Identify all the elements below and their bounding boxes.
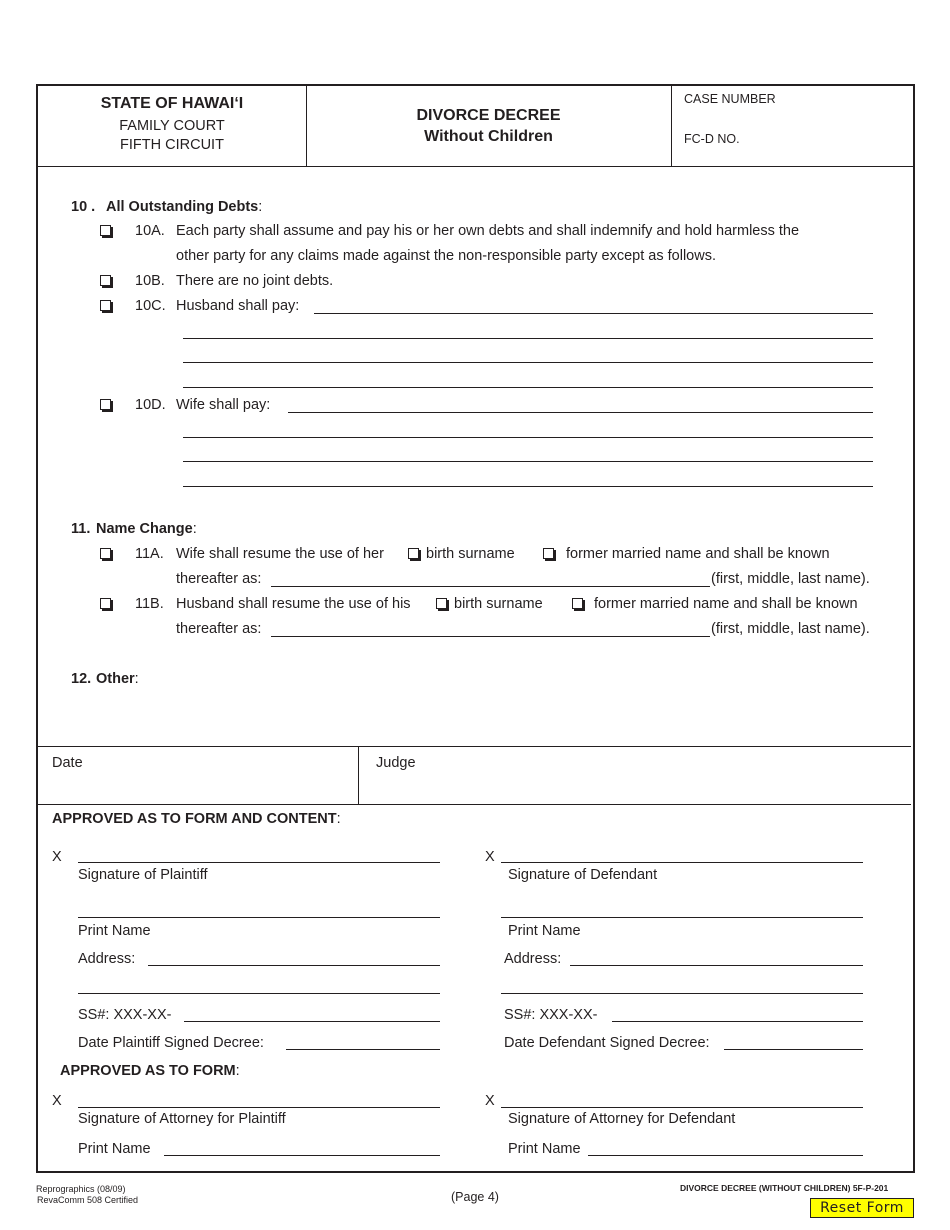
case-number-label: CASE NUMBER xyxy=(684,92,776,106)
footer-revacomm: RevaComm 508 Certified xyxy=(37,1195,139,1205)
checkbox-11a[interactable] xyxy=(100,548,111,559)
defendant-print-name-line[interactable] xyxy=(501,917,863,918)
attorney-defendant-signature-label: Signature of Attorney for Defendant xyxy=(508,1111,736,1127)
defendant-signature-label: Signature of Defendant xyxy=(508,867,658,883)
header-divider xyxy=(38,166,913,167)
plaintiff-signature-label: Signature of Plaintiff xyxy=(78,867,208,883)
checkbox-11a-birth-surname[interactable] xyxy=(408,548,419,559)
plaintiff-address-label: Address: xyxy=(78,951,136,967)
checkbox-11b-birth-surname[interactable] xyxy=(436,598,447,609)
checkbox-10c[interactable] xyxy=(100,300,111,311)
checkbox-10d[interactable] xyxy=(100,399,111,410)
checkbox-11b[interactable] xyxy=(100,598,111,609)
plaintiff-address-line-2[interactable] xyxy=(78,993,440,994)
date-label: Date xyxy=(52,755,83,771)
item-11b-thereafter: thereafter as: xyxy=(176,621,262,637)
reset-form-button[interactable]: Reset Form xyxy=(810,1198,914,1218)
item-10a-code: 10A. xyxy=(135,223,165,239)
wife-pay-line-1[interactable] xyxy=(288,412,873,413)
defendant-print-name-label: Print Name xyxy=(508,923,581,939)
plaintiff-ss-label: SS#: XXX-XX- xyxy=(78,1007,172,1023)
plaintiff-ss-line[interactable] xyxy=(184,1021,440,1022)
option-11a-former-name: former married name and shall be known xyxy=(566,546,830,562)
approved-form-heading-colon: : xyxy=(235,1063,240,1079)
date-judge-bottom-border xyxy=(38,804,911,805)
defendant-date-signed-line[interactable] xyxy=(724,1049,863,1050)
checkbox-10a[interactable] xyxy=(100,225,111,236)
wife-pay-line-2[interactable] xyxy=(183,437,873,438)
option-11b-former-name: former married name and shall be known xyxy=(594,596,858,612)
section10-number: 10 . xyxy=(71,199,96,215)
circuit-name: FIFTH CIRCUIT xyxy=(120,137,224,153)
plaintiff-date-signed-label: Date Plaintiff Signed Decree: xyxy=(78,1035,264,1051)
footer-form-id: DIVORCE DECREE (WITHOUT CHILDREN) 5F-P-201 xyxy=(680,1183,889,1193)
wife-new-name-line[interactable] xyxy=(271,586,710,587)
defendant-signature-line[interactable] xyxy=(501,862,863,863)
item-11a-thereafter: thereafter as: xyxy=(176,571,262,587)
plaintiff-signature-line[interactable] xyxy=(78,862,440,863)
attorney-defendant-signature-line[interactable] xyxy=(501,1107,863,1108)
date-judge-divider xyxy=(358,746,359,804)
section10-heading xyxy=(106,198,262,216)
plaintiff-print-name-label: Print Name xyxy=(78,923,151,939)
husband-pay-line-4[interactable] xyxy=(183,387,873,388)
fcd-number-label: FC-D NO. xyxy=(684,132,740,146)
attorney-plaintiff-print-name-line[interactable] xyxy=(164,1155,440,1156)
footer-reprographics: Reprographics (08/09) xyxy=(36,1184,126,1194)
checkbox-11a-former-name[interactable] xyxy=(543,548,554,559)
approved-form-heading-text: APPROVED AS TO FORM xyxy=(60,1063,236,1079)
attorney-defendant-print-name-line[interactable] xyxy=(588,1155,863,1156)
item-10d-code: 10D. xyxy=(135,397,166,413)
item-11a-code: 11A. xyxy=(135,546,164,562)
wife-pay-line-4[interactable] xyxy=(183,486,873,487)
section12-heading-colon: : xyxy=(134,671,139,687)
item-10a-text-1: Each party shall assume and pay his or her own debts and shall indemnify and hold harmless the xyxy=(176,223,800,239)
item-10c-text: Husband shall pay: xyxy=(176,298,300,314)
husband-pay-line-2[interactable] xyxy=(183,338,873,339)
plaintiff-date-signed-line[interactable] xyxy=(286,1049,440,1050)
approved-content-heading-text: APPROVED AS TO FORM AND CONTENT xyxy=(52,811,337,827)
item-10b-code: 10B. xyxy=(135,273,165,289)
item-11b-name-hint: (first, middle, last name). xyxy=(711,621,870,637)
section12-number: 12. xyxy=(71,671,92,687)
section11-heading xyxy=(96,520,197,538)
item-10b-text: There are no joint debts. xyxy=(176,273,334,289)
attorney-plaintiff-signature-line[interactable] xyxy=(78,1107,440,1108)
state-name: STATE OF HAWAI‘I xyxy=(100,95,244,112)
wife-pay-line-3[interactable] xyxy=(183,461,873,462)
husband-pay-line-3[interactable] xyxy=(183,362,873,363)
item-10a-text-2: other party for any claims made against the non-responsible party except as follows. xyxy=(176,248,716,264)
document-title: DIVORCE DECREE xyxy=(416,107,561,124)
item-11a-name-hint: (first, middle, last name). xyxy=(711,571,870,587)
approved-content-heading-colon: : xyxy=(336,811,341,827)
defendant-x-mark: X xyxy=(485,849,495,865)
plaintiff-print-name-line[interactable] xyxy=(78,917,440,918)
section11-heading-text: Name Change xyxy=(96,521,193,537)
item-11a-text: Wife shall resume the use of her xyxy=(176,546,384,562)
section10-heading-colon: : xyxy=(258,199,263,215)
checkbox-10b[interactable] xyxy=(100,275,111,286)
section12-heading-text: Other xyxy=(96,671,135,687)
defendant-address-line-2[interactable] xyxy=(501,993,863,994)
defendant-ss-line[interactable] xyxy=(612,1021,863,1022)
approved-content-heading xyxy=(52,810,341,828)
attorney-defendant-print-name-label: Print Name xyxy=(508,1141,581,1157)
item-10d-text: Wife shall pay: xyxy=(176,397,271,413)
approved-form-heading xyxy=(60,1062,240,1080)
section10-heading-text: All Outstanding Debts xyxy=(106,199,259,215)
option-11b-birth-surname: birth surname xyxy=(454,596,543,612)
header-divider-right xyxy=(671,86,672,167)
attorney-plaintiff-x-mark: X xyxy=(52,1093,62,1109)
attorney-plaintiff-print-name-label: Print Name xyxy=(78,1141,151,1157)
defendant-address-label: Address: xyxy=(504,951,562,967)
attorney-plaintiff-signature-label: Signature of Attorney for Plaintiff xyxy=(78,1111,286,1127)
checkbox-11b-former-name[interactable] xyxy=(572,598,583,609)
footer-page-number: (Page 4) xyxy=(451,1190,499,1204)
header-divider-left xyxy=(306,86,307,167)
attorney-defendant-x-mark: X xyxy=(485,1093,495,1109)
option-11a-birth-surname: birth surname xyxy=(426,546,515,562)
section11-heading-colon: : xyxy=(192,521,197,537)
document-subtitle: Without Children xyxy=(424,128,553,145)
plaintiff-address-line-1[interactable] xyxy=(148,965,440,966)
item-11b-code: 11B. xyxy=(135,596,164,612)
defendant-date-signed-label: Date Defendant Signed Decree: xyxy=(504,1035,710,1051)
husband-new-name-line[interactable] xyxy=(271,636,710,637)
defendant-address-line-1[interactable] xyxy=(570,965,863,966)
court-name: FAMILY COURT xyxy=(119,118,225,134)
section11-number: 11. xyxy=(71,521,91,537)
item-10c-code: 10C. xyxy=(135,298,166,314)
husband-pay-line-1[interactable] xyxy=(314,313,873,314)
plaintiff-x-mark: X xyxy=(52,849,62,865)
judge-label: Judge xyxy=(376,755,416,771)
date-judge-top-border xyxy=(38,746,911,747)
section12-heading xyxy=(96,670,139,688)
item-11b-text: Husband shall resume the use of his xyxy=(176,596,411,612)
defendant-ss-label: SS#: XXX-XX- xyxy=(504,1007,598,1023)
